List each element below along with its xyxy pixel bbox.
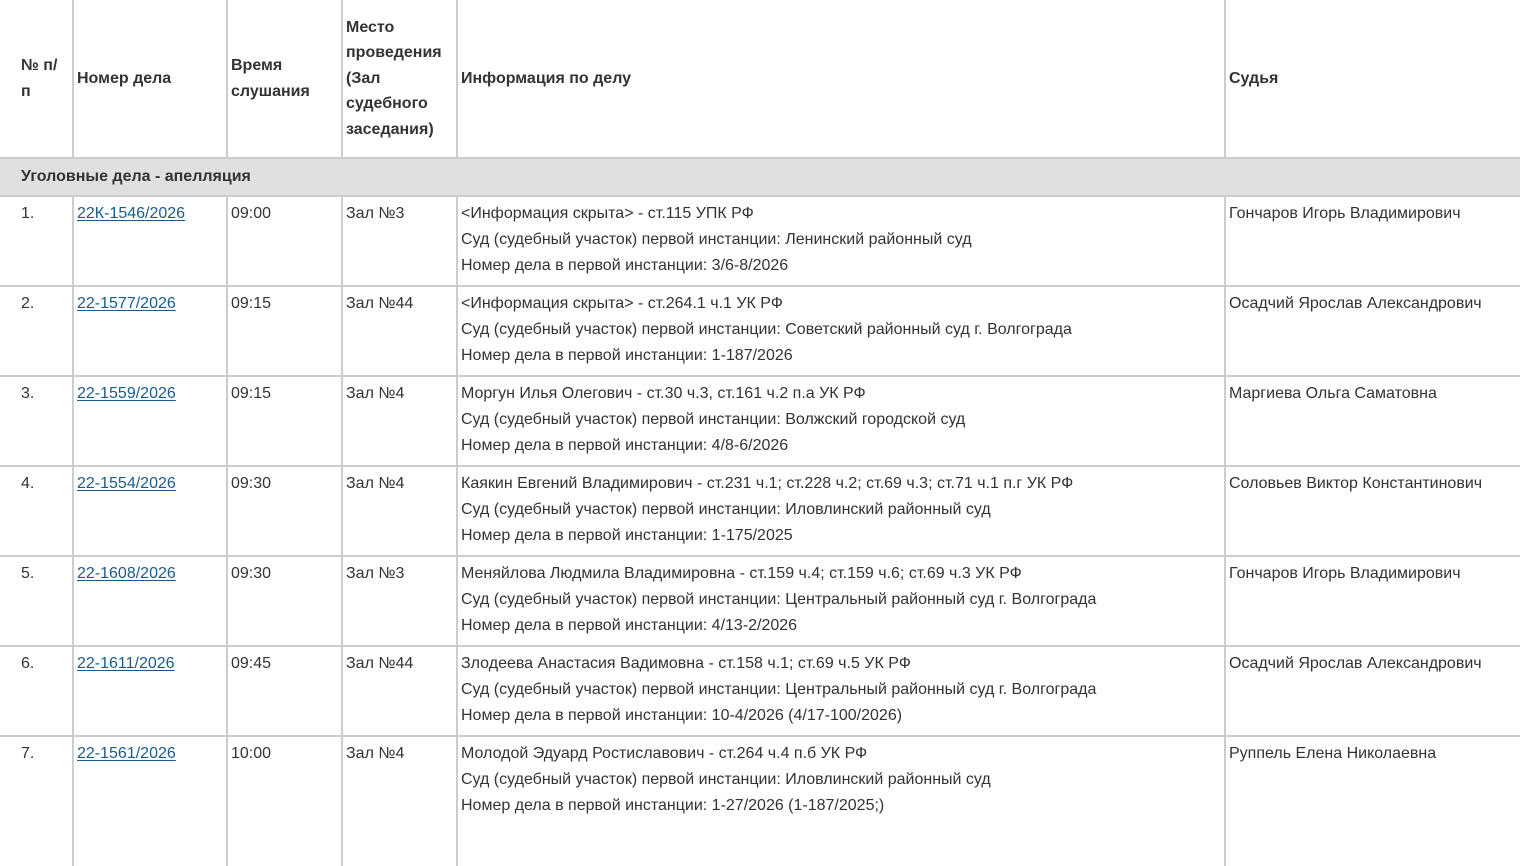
table-row xyxy=(0,646,1520,736)
hearing-room xyxy=(342,736,457,866)
header-hearing-time: Время слушания xyxy=(227,0,342,158)
row-number xyxy=(0,376,73,466)
case-parties-article: <Информация скрыта> - ст.115 УПК РФ xyxy=(461,205,754,222)
judge-name xyxy=(1225,466,1520,556)
judge-name xyxy=(1225,196,1520,286)
case-parties-article: Каякин Евгений Владимирович - ст.231 ч.1; ст.228 ч.2; ст.69 ч.3; ст.71 ч.1 п.г УК РФ xyxy=(461,475,1074,492)
case-number-cell xyxy=(73,286,227,376)
hearing-room-text: Зал №3 xyxy=(346,565,405,582)
hearing-time xyxy=(227,736,342,866)
hearing-time xyxy=(227,466,342,556)
case-number-link[interactable]: 22-1561/2026 xyxy=(77,745,176,762)
hearing-time xyxy=(227,556,342,646)
table-header-row xyxy=(0,0,1520,158)
case-info xyxy=(457,466,1225,556)
case-number-cell xyxy=(73,556,227,646)
hearing-time-text: 09:30 xyxy=(231,565,272,582)
case-parties-article: Меняйлова Людмила Владимировна - ст.159 ч.4; ст.159 ч.6; ст.69 ч.3 УК РФ xyxy=(461,565,1022,582)
case-number-link[interactable]: 22-1608/2026 xyxy=(77,565,176,582)
first-instance-court: Суд (судебный участок) первой инстанции: Центральный районный суд г. Волгограда xyxy=(461,681,1097,698)
case-number-cell xyxy=(73,466,227,556)
first-instance-court: Суд (судебный участок) первой инстанции: Иловлинский районный суд xyxy=(461,501,991,518)
judge-name-text: Гончаров Игорь Владимирович xyxy=(1229,565,1461,582)
first-instance-court: Суд (судебный участок) первой инстанции: Ленинский районный суд xyxy=(461,231,972,248)
first-instance-case-number: Номер дела в первой инстанции: 4/13-2/2026 xyxy=(461,617,798,634)
judge-name xyxy=(1225,646,1520,736)
first-instance-case-number: Номер дела в первой инстанции: 3/6-8/2026 xyxy=(461,257,789,274)
hearing-room-text: Зал №44 xyxy=(346,655,414,672)
row-number xyxy=(0,196,73,286)
judge-name-text: Гончаров Игорь Владимирович xyxy=(1229,205,1461,222)
hearing-time xyxy=(227,196,342,286)
case-info xyxy=(457,196,1225,286)
row-number-text: 4. xyxy=(21,475,35,492)
case-number-link[interactable]: 22-1559/2026 xyxy=(77,385,176,402)
first-instance-court: Суд (судебный участок) первой инстанции: Центральный районный суд г. Волгограда xyxy=(461,591,1097,608)
case-number-link[interactable]: 22-1577/2026 xyxy=(77,295,176,312)
first-instance-court: Суд (судебный участок) первой инстанции: Советский районный суд г. Волгограда xyxy=(461,321,1072,338)
case-number-cell xyxy=(73,646,227,736)
judge-name xyxy=(1225,736,1520,866)
hearing-room xyxy=(342,196,457,286)
hearing-time-text: 09:45 xyxy=(231,655,272,672)
first-instance-case-number: Номер дела в первой инстанции: 10-4/2026 (4/17-100/2026) xyxy=(461,707,903,724)
case-info xyxy=(457,286,1225,376)
row-number-text: 7. xyxy=(21,745,35,762)
table-row xyxy=(0,736,1520,866)
case-parties-article: Моргун Илья Олегович - ст.30 ч.3, ст.161 ч.2 п.а УК РФ xyxy=(461,385,866,402)
judge-name-text: Руппель Елена Николаевна xyxy=(1229,745,1437,762)
hearing-time-text: 10:00 xyxy=(231,745,272,762)
hearing-room xyxy=(342,376,457,466)
judge-name-text: Соловьев Виктор Константинович xyxy=(1229,475,1483,492)
judge-name-text: Осадчий Ярослав Александрович xyxy=(1229,655,1482,672)
case-number-link[interactable]: 22К-1546/2026 xyxy=(77,205,186,222)
hearing-room xyxy=(342,286,457,376)
hearing-time-text: 09:30 xyxy=(231,475,272,492)
hearing-time xyxy=(227,646,342,736)
hearing-time xyxy=(227,286,342,376)
row-number xyxy=(0,286,73,376)
case-number-cell xyxy=(73,196,227,286)
row-number-text: 6. xyxy=(21,655,35,672)
judge-name xyxy=(1225,286,1520,376)
row-number xyxy=(0,466,73,556)
hearing-time-text: 09:00 xyxy=(231,205,272,222)
row-number xyxy=(0,736,73,866)
first-instance-case-number: Номер дела в первой инстанции: 4/8-6/2026 xyxy=(461,437,789,454)
case-number-cell xyxy=(73,736,227,866)
first-instance-case-number: Номер дела в первой инстанции: 1-27/2026 (1-187/2025;) xyxy=(461,797,885,814)
judge-name-text: Маргиева Ольга Саматовна xyxy=(1229,385,1437,402)
judge-name xyxy=(1225,556,1520,646)
row-number xyxy=(0,556,73,646)
case-parties-article: <Информация скрыта> - ст.264.1 ч.1 УК РФ xyxy=(461,295,783,312)
header-place: Место проведения (Зал судебного заседания) xyxy=(342,0,457,158)
hearing-time xyxy=(227,376,342,466)
hearing-room xyxy=(342,646,457,736)
first-instance-court: Суд (судебный участок) первой инстанции: Иловлинский районный суд xyxy=(461,771,991,788)
judge-name xyxy=(1225,376,1520,466)
case-info xyxy=(457,646,1225,736)
row-number-text: 2. xyxy=(21,295,35,312)
hearing-room xyxy=(342,556,457,646)
hearing-room xyxy=(342,466,457,556)
header-case-number: Номер дела xyxy=(73,0,227,158)
section-title: Уголовные дела - апелляция xyxy=(0,158,1520,196)
first-instance-case-number: Номер дела в первой инстанции: 1-175/2025 xyxy=(461,527,793,544)
table-row xyxy=(0,466,1520,556)
case-info xyxy=(457,736,1225,866)
table-row xyxy=(0,556,1520,646)
case-parties-article: Злодеева Анастасия Вадимовна - ст.158 ч.1; ст.69 ч.5 УК РФ xyxy=(461,655,911,672)
hearing-time-text: 09:15 xyxy=(231,385,272,402)
case-number-link[interactable]: 22-1554/2026 xyxy=(77,475,176,492)
table-row xyxy=(0,376,1520,466)
first-instance-court: Суд (судебный участок) первой инстанции: Волжский городской суд xyxy=(461,411,966,428)
hearing-room-text: Зал №4 xyxy=(346,745,405,762)
case-info xyxy=(457,556,1225,646)
hearing-time-text: 09:15 xyxy=(231,295,272,312)
header-num: № п/п xyxy=(0,0,73,158)
case-number-link[interactable]: 22-1611/2026 xyxy=(77,655,175,672)
hearing-room-text: Зал №4 xyxy=(346,385,405,402)
row-number-text: 3. xyxy=(21,385,35,402)
first-instance-case-number: Номер дела в первой инстанции: 1-187/2026 xyxy=(461,347,793,364)
row-number-text: 5. xyxy=(21,565,35,582)
case-parties-article: Молодой Эдуард Ростиславович - ст.264 ч.4 п.б УК РФ xyxy=(461,745,868,762)
row-number-text: 1. xyxy=(21,205,35,222)
case-number-cell xyxy=(73,376,227,466)
judge-name-text: Осадчий Ярослав Александрович xyxy=(1229,295,1482,312)
hearing-room-text: Зал №44 xyxy=(346,295,414,312)
case-info xyxy=(457,376,1225,466)
table-row xyxy=(0,196,1520,286)
section-row xyxy=(0,158,1520,196)
hearing-room-text: Зал №3 xyxy=(346,205,405,222)
hearing-room-text: Зал №4 xyxy=(346,475,405,492)
header-judge: Судья xyxy=(1225,0,1520,158)
row-number xyxy=(0,646,73,736)
table-row xyxy=(0,286,1520,376)
header-case-info: Информация по делу xyxy=(457,0,1225,158)
